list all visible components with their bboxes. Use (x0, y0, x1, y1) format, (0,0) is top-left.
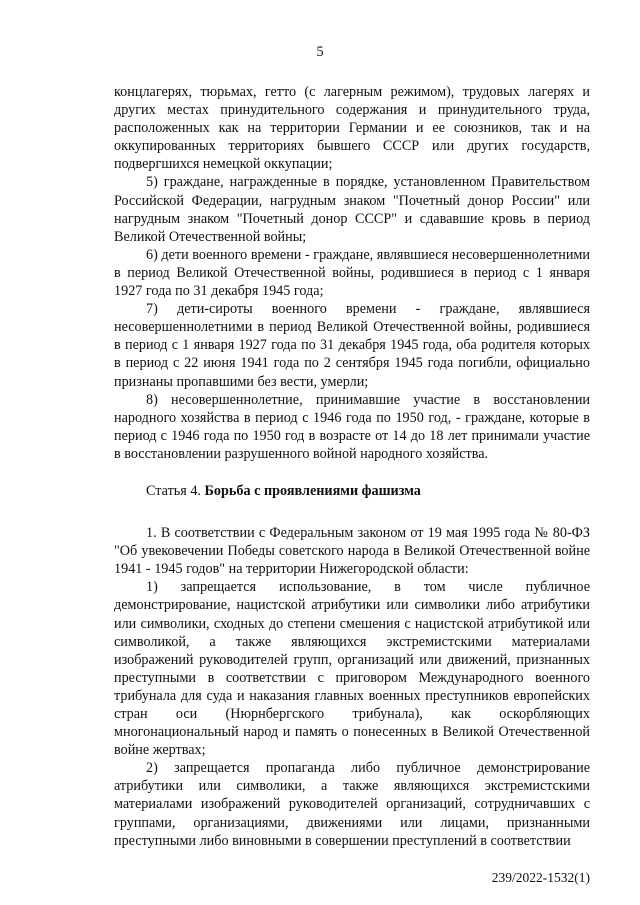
document-body (114, 83, 590, 850)
paragraph-continuation: концлагерях, тюрьмах, гетто (с лагерным режимом), трудовых лагерях и других местах принудительного содержания и принудительного труда, расположенных как на территории Германии и ее союзников, так и на оккупированных территориях бывшего СССР или других государств, подвергшихся немецкой оккупации; (114, 84, 590, 173)
list-item-8: 8) несовершеннолетние, принимавшие участие в восстановлении народного хозяйства в период с 1946 года по 1950 год, - граждане, которые в период с 1946 года по 1950 год в возрасте от 14 до 18 лет принимали участие в восстановлении разрушенного войной народного хозяйства. (114, 391, 590, 462)
article-title: Борьба с проявлениями фашизма (204, 482, 421, 499)
list-item-7: 7) дети-сироты военного времени - граждане, являвшиеся несовершеннолетними в период Великой Отечественной войны, родившиеся в период с 1 января 1927 года по 31 декабря 1945 года, оба родителя которых в период с 22 июня 1941 года по 2 сентября 1945 года погибли, официально признаны пропавшими без вести, умерли; (114, 301, 590, 390)
list-item-5: 5) граждане, награжденные в порядке, установленном Правительством Российской Федерации, нагрудным знаком "Почетный донор России" или нагрудным знаком "Почетный донор СССР" и сдававшие кровь в период Великой Отечественной войны; (114, 174, 590, 245)
document-number: 239/2022-1532(1) (491, 870, 590, 885)
list-item-6: 6) дети военного времени - граждане, являвшиеся несовершеннолетними в период Великой Отечественной войны, родившиеся в период с 1 января 1927 года по 31 декабря 1945 года; (114, 246, 590, 300)
article-prefix: Статья 4. (146, 482, 205, 499)
article-subclause-1: 1) запрещается использование, в том числе публичное демонстрирование, нацистской атрибутики или символики либо атрибутики или символики, сходных до степени смешения с нацистской атрибутикой или символикой, а также являющихся экстремистскими материалами изображений руководителей групп, организаций или движений, признанных преступными в соответствии с приговором Международного военного трибунала для суда и наказания главных военных преступников европейских стран оси (Нюрнбергского трибунала), как оскорбляющих многонациональный народ и память о понесенных в Великой Отечественной войне жертвах; (114, 579, 590, 759)
article-clause-1: 1. В соответствии с Федеральным законом от 19 мая 1995 года № 80-ФЗ "Об увековечении Победы советского народа в Великой Отечественной войне 1941 - 1945 годов" на территории Нижегородской области: (114, 525, 590, 578)
page-number: 5 (316, 44, 324, 60)
article-subclause-2: 2) запрещается пропаганда либо публичное демонстрирование атрибутики или символики, а также являющихся экстремистскими материалами изображений руководителей организаций, сотрудничавших с группами, организациями, движениями или лицами, признанными преступными либо виновными в совершении преступлений в соответствии (114, 760, 590, 849)
article-heading (114, 482, 590, 500)
